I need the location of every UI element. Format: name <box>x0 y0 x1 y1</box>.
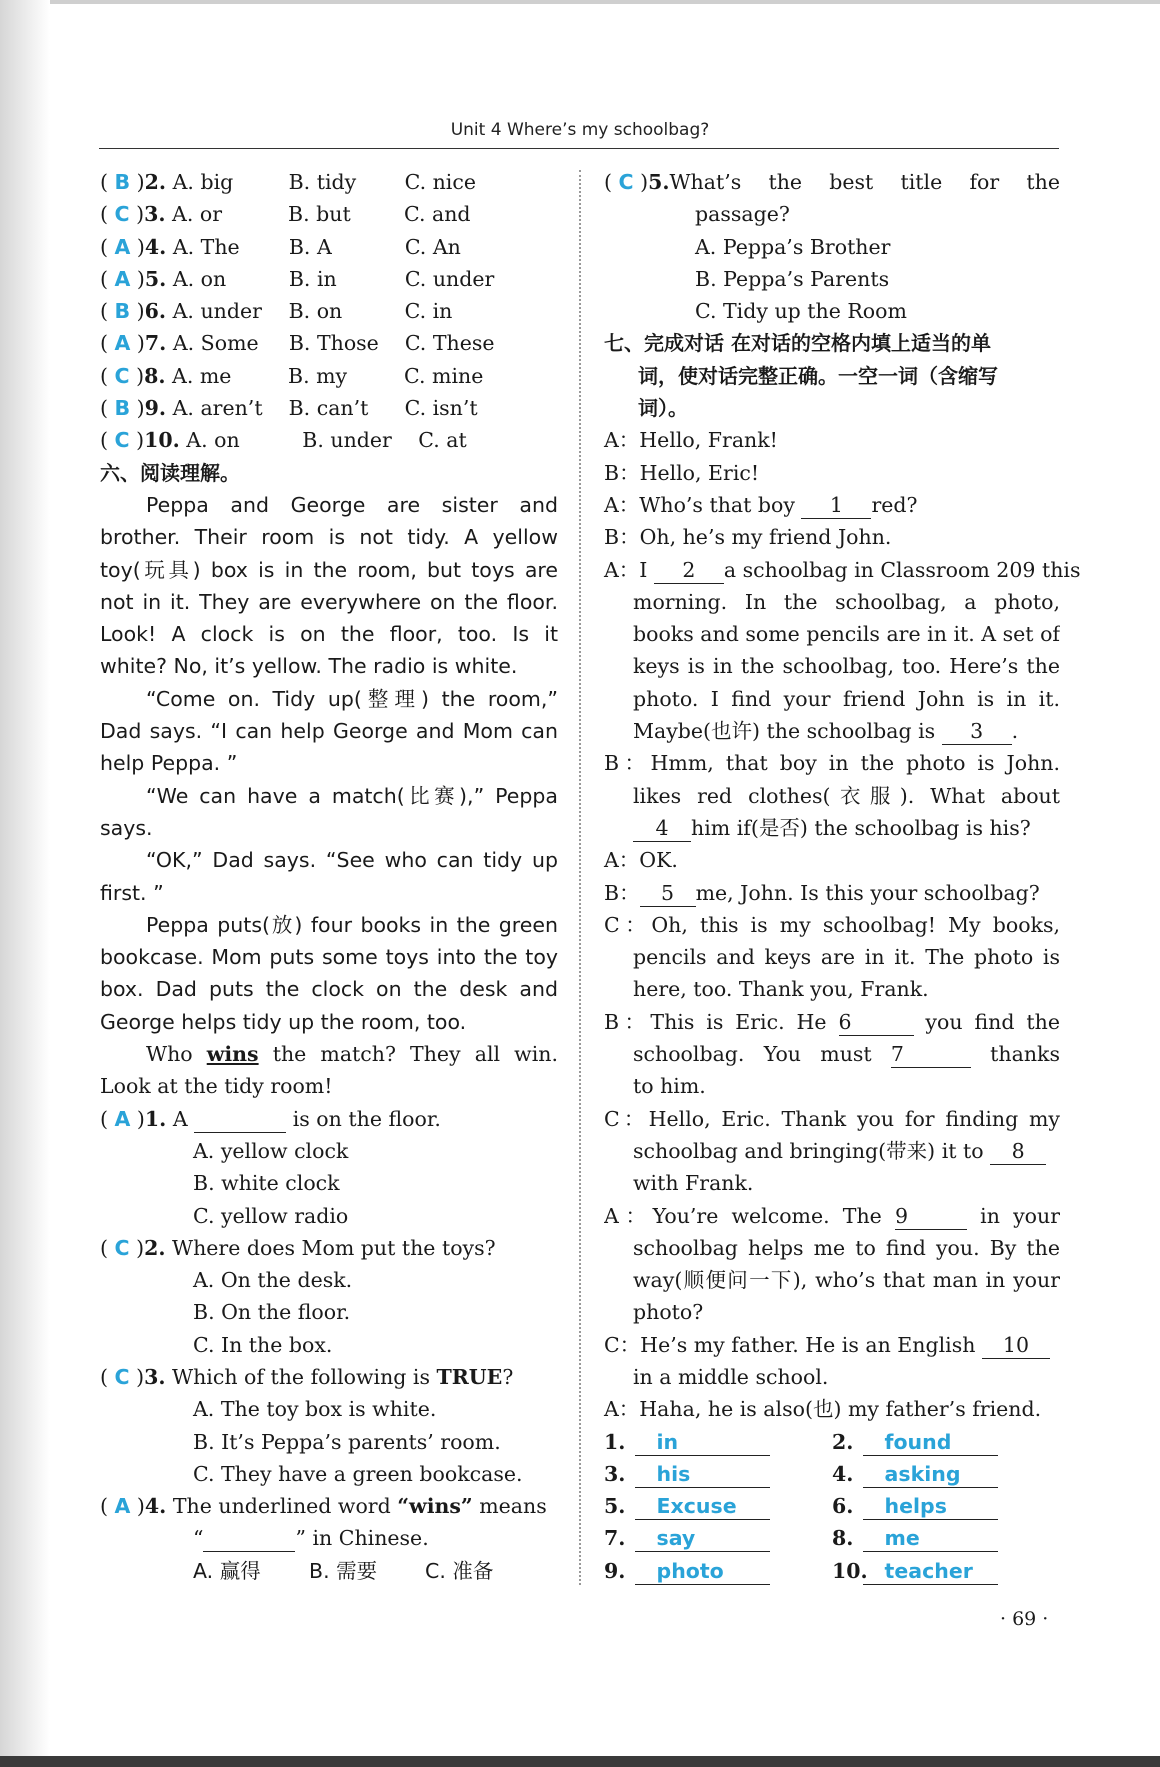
answer-mark: C <box>114 1364 130 1389</box>
option-a: A. aren’t <box>172 396 263 421</box>
answer-number: 9. <box>604 1558 626 1583</box>
left-column <box>100 166 558 1587</box>
answer-number: 10. <box>832 1558 868 1583</box>
dialogue-line: pencils and keys are in it. The photo is <box>633 945 1060 970</box>
option-b: B. my <box>288 363 348 388</box>
dialogue-line: B： 5 me, John. Is this your schoolbag? <box>604 880 1040 905</box>
dialogue-line: schoolbag and bringing(带来) it to 8 <box>604 1135 1060 1167</box>
cloze-row: ( C )10. A. on B. under C. at <box>100 424 558 456</box>
page-header: Unit 4 Where’s my schoolbag? <box>450 120 710 140</box>
option: A. Peppa’s Brother <box>695 234 891 259</box>
dialogue-line: A：You’re welcome. The 9 in your <box>604 1203 1060 1228</box>
right-column <box>604 166 1081 1587</box>
option-c: C. An <box>404 234 461 259</box>
passage-line: bookcase. Mom puts some toys into the toy <box>100 945 558 970</box>
question-1: ( A )1. A is on the floor. <box>100 1106 441 1131</box>
cloze-row: ( A )5. A. on B. in C. under <box>100 263 558 295</box>
question-4-options: A. 赢得 B. 需要 C. 准备 <box>193 1558 494 1583</box>
passage-line: Peppa puts(放) four books in the green <box>146 912 558 937</box>
option: A. yellow clock <box>193 1138 349 1163</box>
passage-line: Look at the tidy room! <box>100 1074 333 1099</box>
answer-mark: C <box>618 170 634 194</box>
dialogue-blank[interactable]: 2 <box>654 557 724 584</box>
answer-mark: B <box>114 396 131 421</box>
passage-line: box. Dad puts the clock on the desk and <box>100 977 558 1002</box>
passage-line: Look! A clock is on the floor, too. Is it <box>100 622 558 647</box>
dialogue-line: schoolbag helps me to find you. By the <box>633 1235 1060 1260</box>
option-a: A. on <box>172 266 227 291</box>
dialogue-line: C：He’s my father. He is an English 10 <box>604 1329 1060 1361</box>
question-5: ( C )5. What’s the best title for the <box>604 170 1060 194</box>
option: C. In the box. <box>193 1332 333 1357</box>
dialogue-line: Maybe(也许) the schoolbag is 3 . <box>633 719 1019 744</box>
passage-line: “OK,” Dad says. “See who can tidy up <box>146 848 558 873</box>
option: A. On the desk. <box>193 1268 353 1293</box>
option-c: C. nice <box>404 170 476 194</box>
dialogue-line: A：I 2 a schoolbag in Classroom 209 this <box>604 557 1081 582</box>
reading-passage <box>100 489 558 1038</box>
answer-mark: C <box>114 428 130 453</box>
answer-number: 1. <box>604 1429 626 1454</box>
dialogue-line: in a middle school. <box>633 1364 829 1389</box>
dialogue-line: A：Hello, Frank! <box>604 428 778 453</box>
answer-blank[interactable] <box>203 1525 295 1552</box>
section7-title: 七、完成对话 在对话的空格内填上适当的单 <box>604 331 991 356</box>
passage-line: George helps tidy up the room, too. <box>100 1009 467 1034</box>
option: C. They have a green bookcase. <box>193 1461 523 1486</box>
dialogue-line: morning. In the schoolbag, a photo, <box>633 589 1060 614</box>
passage-line: toy(玩具) box is in the room, but toys are <box>100 557 558 582</box>
answer-mark: A <box>114 331 131 356</box>
option-b: B. under <box>302 428 392 453</box>
section7-instructions: 词）。 <box>638 396 688 421</box>
answer-mark: A <box>114 1494 131 1519</box>
option-a: A. me <box>172 363 232 388</box>
option: B. Peppa’s Parents <box>695 266 890 291</box>
answer-number: 2. <box>832 1429 854 1454</box>
section6-title: 六、阅读理解。 <box>100 460 240 485</box>
option-b: B. Those <box>288 331 379 356</box>
dialogue-line: B：Oh, he’s my friend John. <box>604 525 892 550</box>
option-a: A. or <box>172 202 222 227</box>
answer-key-item <box>832 1490 1060 1522</box>
answer-word: photo <box>635 1558 770 1585</box>
option: B. On the floor. <box>193 1300 351 1325</box>
dialogue-line: keys is in the schoolbag, too. Here’s the <box>633 654 1060 679</box>
option-b: B. in <box>288 266 337 291</box>
answer-number: 7. <box>604 1526 626 1551</box>
option-b: B. tidy <box>288 170 357 194</box>
question-4-line2: “ ” in Chinese. <box>193 1526 429 1551</box>
dialogue-blank[interactable]: 3 <box>942 718 1012 745</box>
dialogue-blank[interactable]: 9 <box>895 1203 967 1230</box>
option-a: A. big <box>172 170 234 194</box>
dialogue-line: B：Hmm, that boy in the photo is John. <box>604 751 1060 776</box>
cloze-row: ( A )7. A. Some B. Those C. These <box>100 327 558 359</box>
answer-word: me <box>863 1525 998 1552</box>
cloze-row: ( B )9. A. aren’t B. can’t C. isn’t <box>100 392 558 424</box>
dialogue-blank[interactable]: 8 <box>990 1138 1046 1165</box>
answer-word: helps <box>863 1493 998 1520</box>
section7-instructions: 词，使对话完整正确。一空一词（含缩写 <box>638 363 998 388</box>
passage-line: Dad says. “I can help George and Mom can <box>100 719 558 744</box>
answer-word: found <box>863 1429 998 1456</box>
question-3: ( C )3. Which of the following is TRUE? <box>100 1364 514 1389</box>
dialogue-line: A：Haha, he is also(也) my father’s friend. <box>604 1397 1042 1422</box>
answer-key-item <box>604 1458 832 1490</box>
answer-key-item <box>832 1555 1060 1587</box>
option-c: C. mine <box>404 363 484 388</box>
top-edge <box>0 0 1160 4</box>
answer-key-item <box>832 1522 1060 1554</box>
option-a: A. under <box>172 299 262 324</box>
passage-line: says. <box>100 815 153 840</box>
passage-line: “We can have a match(比赛),” Peppa <box>146 783 558 808</box>
answer-key-item <box>604 1522 832 1554</box>
cloze-row: ( B )2. A. big B. tidy C. nice <box>100 166 558 198</box>
dialogue-blank[interactable]: 1 <box>801 492 871 519</box>
dialogue-line: way(顺便问一下), who’s that man in your <box>633 1268 1060 1293</box>
dialogue-line: A：OK. <box>604 848 678 873</box>
answer-key-item <box>604 1426 832 1458</box>
option-c: C. at <box>418 428 467 453</box>
dialogue-line: to him. <box>633 1074 706 1099</box>
answer-word: say <box>635 1525 770 1552</box>
option-b: B. on <box>288 299 343 324</box>
answer-key <box>604 1426 1060 1587</box>
dialogue-line: photo? <box>633 1300 704 1325</box>
dialogue-line: likes red clothes(衣服). What about <box>633 783 1060 808</box>
answer-number: 4. <box>832 1461 854 1486</box>
option-a: A. Some <box>172 331 259 356</box>
underlined-word: wins <box>206 1042 259 1067</box>
passage-line: not in it. They are everywhere on the floor. <box>100 589 558 614</box>
cloze-row: ( C )3. A. or B. but C. and <box>100 198 558 230</box>
dialogue-line: B：This is Eric. He 6 you find the <box>604 1009 1060 1034</box>
option: C. yellow radio <box>193 1203 349 1228</box>
question-4: ( A )4. The underlined word “wins” means <box>100 1494 547 1519</box>
cloze-row: ( C )8. A. me B. my C. mine <box>100 360 558 392</box>
option-b: B. can’t <box>288 396 369 421</box>
answer-number: 5. <box>604 1494 626 1519</box>
dialogue-line: B：Hello, Eric! <box>604 460 760 485</box>
answer-blank[interactable] <box>194 1106 286 1133</box>
answer-number: 3. <box>604 1461 626 1486</box>
option-c: C. and <box>404 202 471 227</box>
question-5-stem: passage? <box>695 202 790 227</box>
answer-word: in <box>635 1429 770 1456</box>
dialogue-line: C：Hello, Eric. Thank you for finding my <box>604 1106 1060 1131</box>
dialogue-line: with Frank. <box>633 1171 754 1196</box>
cloze-answers <box>100 166 558 457</box>
answer-key-item <box>832 1458 1060 1490</box>
bottom-edge <box>0 1756 1160 1767</box>
passage-line: white? No, it’s yellow. The radio is white. <box>100 654 518 679</box>
option-c: C. isn’t <box>404 396 478 421</box>
answer-mark: C <box>114 1235 130 1260</box>
answer-mark: A <box>114 1106 131 1131</box>
passage-line: help Peppa. ” <box>100 751 238 776</box>
answer-number: 6. <box>832 1494 854 1519</box>
dialogue-line: 4 him if(是否) the schoolbag is his? <box>604 812 1060 844</box>
dialogue-blank[interactable]: 6 <box>839 1009 914 1036</box>
answer-mark: C <box>114 363 130 388</box>
answer-mark: A <box>114 234 131 259</box>
option-c: C. under <box>404 266 495 291</box>
passage-line: Peppa and George are sister and <box>146 492 558 517</box>
answer-word: Excuse <box>635 1493 770 1520</box>
option-c: C. These <box>404 331 495 356</box>
page-shadow <box>0 0 50 1767</box>
dialogue-blank[interactable]: 7 <box>891 1041 971 1068</box>
option-b: B. A <box>288 234 332 259</box>
answer-mark: A <box>114 266 131 291</box>
passage-line: Who wins the match? They all win. <box>146 1042 558 1067</box>
dialogue-line: schoolbag. You must 7 thanks <box>633 1042 1060 1067</box>
answer-mark: C <box>114 202 130 227</box>
cloze-row: ( A )4. A. The B. A C. An <box>100 231 558 263</box>
answer-mark: B <box>114 299 131 324</box>
answer-number: 8. <box>832 1526 854 1551</box>
page-number: · 69 · <box>1000 1608 1049 1630</box>
option-a: A. on <box>186 428 240 453</box>
answer-word: asking <box>863 1461 998 1488</box>
dialogue-line: here, too. Thank you, Frank. <box>633 977 929 1002</box>
passage-line: first. ” <box>100 880 164 905</box>
answer-key-item <box>604 1490 832 1522</box>
option-c: C. in <box>404 299 453 324</box>
dialogue-blank[interactable]: 4 <box>633 815 691 842</box>
option: A. The toy box is white. <box>193 1397 437 1422</box>
dialogue-line: C：Oh, this is my schoolbag! My books, <box>604 912 1060 937</box>
option: B. It’s Peppa’s parents’ room. <box>193 1429 501 1454</box>
passage-line: “Come on. Tidy up(整理) the room,” <box>146 686 558 711</box>
passage-line: brother. Their room is not tidy. A yellow <box>100 525 558 550</box>
answer-word: teacher <box>863 1558 998 1585</box>
dialogue-blank[interactable]: 10 <box>982 1332 1050 1359</box>
option: B. white clock <box>193 1171 340 1196</box>
dialogue-line: books and some pencils are in it. A set of <box>633 622 1060 647</box>
answer-key-item <box>832 1426 1060 1458</box>
answer-mark: B <box>114 170 131 194</box>
cloze-row: ( B )6. A. under B. on C. in <box>100 295 558 327</box>
answer-key-item <box>604 1555 832 1587</box>
answer-word: his <box>635 1461 770 1488</box>
dialogue-line: photo. I find your friend John is in it. <box>633 686 1060 711</box>
option-a: A. The <box>172 234 240 259</box>
dialogue-blank[interactable]: 5 <box>640 880 696 907</box>
dialogue-line: A：Who’s that boy 1 red? <box>604 492 918 517</box>
question-2: ( C )2. Where does Mom put the toys? <box>100 1235 496 1260</box>
column-divider <box>579 170 581 1585</box>
option: C. Tidy up the Room <box>695 299 907 324</box>
option-b: B. but <box>288 202 351 227</box>
header-rule <box>99 148 1059 149</box>
